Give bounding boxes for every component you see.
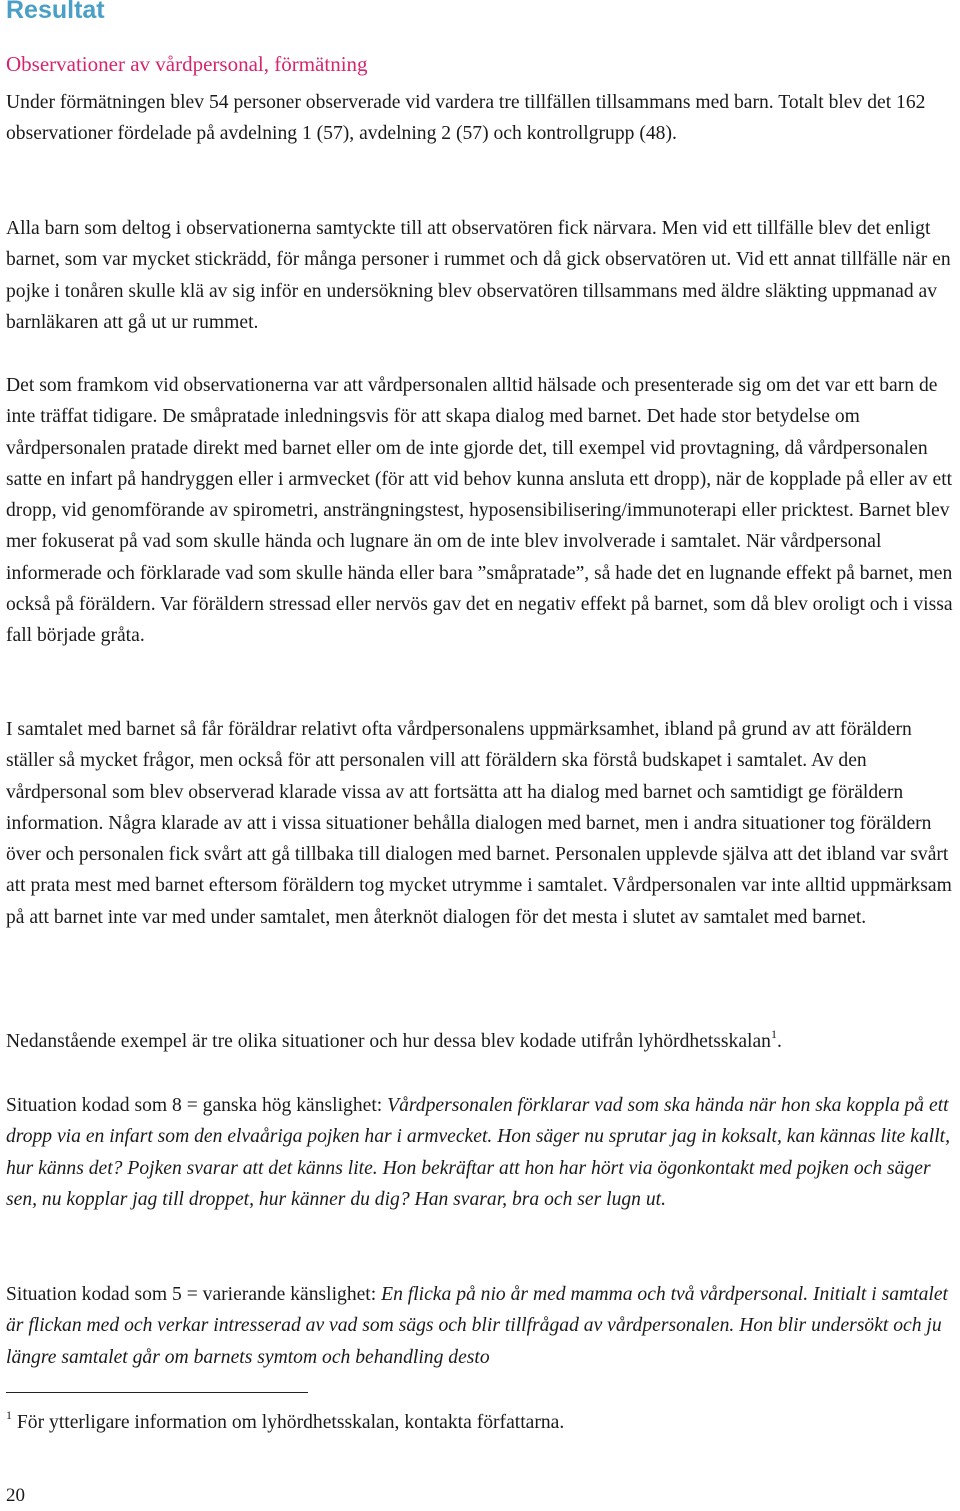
- subsection-heading: Observationer av vårdpersonal, förmätning: [6, 52, 368, 76]
- footnote-divider: [6, 1392, 308, 1393]
- paragraph-findings: Det som framkom vid observationerna var att vårdpersonalen alltid hälsade och presenterade sig om det var ett barn de inte träffat tidigare. De småpratade inledningsvis för att skapa dialog med barnet. Det hade stor betydelse om vårdpersonalen pratade direkt med barnet eller om de inte gjorde det, till exempel vid provtagning, då vårdpersonalen satte en infart på handryggen eller i armvecket (för att vid behov kunna ansluta ett dropp), när de kopplade på eller av ett dropp, vid genomförande av spirometri, ansträngningstest, hyposensibilisering/immunoterapi eller pricktest. Barnet blev mer fokuserat på vad som skulle hända och lugnare än om de inte blev involverade i samtalet. När vårdpersonal informerade och förklarade vad som skulle hända eller bara ”småpratade”, så hade det en lugnande effekt på barnet, men också på föräldern. Var föräldern stressad eller nervös gav det en negativ effekt på barnet, som då blev oroligt och i vissa fall började gråta.: [6, 375, 953, 647]
- paragraph-examples-intro: [6, 1026, 958, 1057]
- paragraph-parent-attention: I samtalet med barnet så får föräldrar relativt ofta vårdpersonalens uppmärksamhet, ibland på grund av att föräldern ställer så mycket frågor, men också för att personalen vill att föräldern ska förstå budskapet i samtalet. Av den vårdpersonal som blev observerad klarade vissa av att fortsätta att ha dialog med barnet och samtidigt ge föräldern information. Några klarade av att i vissa situationer behålla dialogen med barnet, men i andra situationer tog föräldern över och personalen fick svårt att gå tillbaka till dialogen med barnet. Personalen upplevde själva att det ibland var svårt att prata mest med barnet eftersom föräldern tog mycket utrymme i samtalet. Vårdpersonalen var inte alltid uppmärksam på att barnet inte var med under samtalet, men återknöt dialogen för det mesta i slutet av samtalet med barnet.: [6, 719, 952, 928]
- paragraph-situation-8: [6, 1090, 958, 1215]
- footnote-reference: 1: [770, 1027, 777, 1042]
- situation-5-label: Situation kodad som 5 = varierande känslighet:: [6, 1284, 382, 1305]
- page-number: 20: [6, 1485, 25, 1506]
- examples-intro-end: .: [776, 1031, 782, 1052]
- paragraph-consent: Alla barn som deltog i observationerna samtyckte till att observatören fick närvara. Men vid ett tillfälle blev det enligt barnet, som var mycket stickrädd, för många personer i rummet och då gick observatören ut. Vid ett annat tillfälle när en pojke i tonåren skulle klä av sig inför en undersökning blev observatören tillsammans med äldre släkting uppmanad av barnläkaren att gå ut ur rummet.: [6, 218, 951, 333]
- document-page: [6, 0, 958, 1511]
- situation-8-label: Situation kodad som 8 = ganska hög känslighet:: [6, 1095, 388, 1116]
- footnote-number: 1: [6, 1408, 12, 1423]
- section-heading: Resultat: [6, 0, 105, 24]
- situation-5-description: En flicka på nio år med mamma och två vårdpersonal. Initialt i samtalet är flickan med och verkar intresserad av vad som sägs och blir tillfrågad av vårdpersonalen. Hon blir undersökt och ju längre samtalet går om barnets symtom och behandling desto: [6, 1284, 948, 1368]
- examples-intro-text: Nedanstående exempel är tre olika situationer och hur dessa blev kodade utifrån lyhördhetsskalan: [6, 1031, 771, 1052]
- situation-8-description: Vårdpersonalen förklarar vad som ska hända när hon ska koppla på ett dropp via en infart som den elvaåriga pojken har i armvecket. Hon säger nu sprutar jag in koksalt, kan kännas lite kallt, hur känns det? Pojken svarar att det känns lite. Hon bekräftar att hon har hört via ögonkontakt med pojken och säger sen, nu kopplar jag till droppet, hur känner du dig? Han svarar, bra och ser lugn ut.: [6, 1095, 950, 1210]
- paragraph-situation-5: [6, 1279, 958, 1373]
- footnote: [6, 1408, 565, 1434]
- footnote-text: För ytterligare information om lyhördhetsskalan, kontakta författarna.: [16, 1412, 565, 1433]
- paragraph-observations-count: Under förmätningen blev 54 personer observerade vid vardera tre tillfällen tillsammans med barn. Totalt blev det 162 observationer fördelade på avdelning 1 (57), avdelning 2 (57) och kontrollgrupp (48).: [6, 92, 926, 145]
